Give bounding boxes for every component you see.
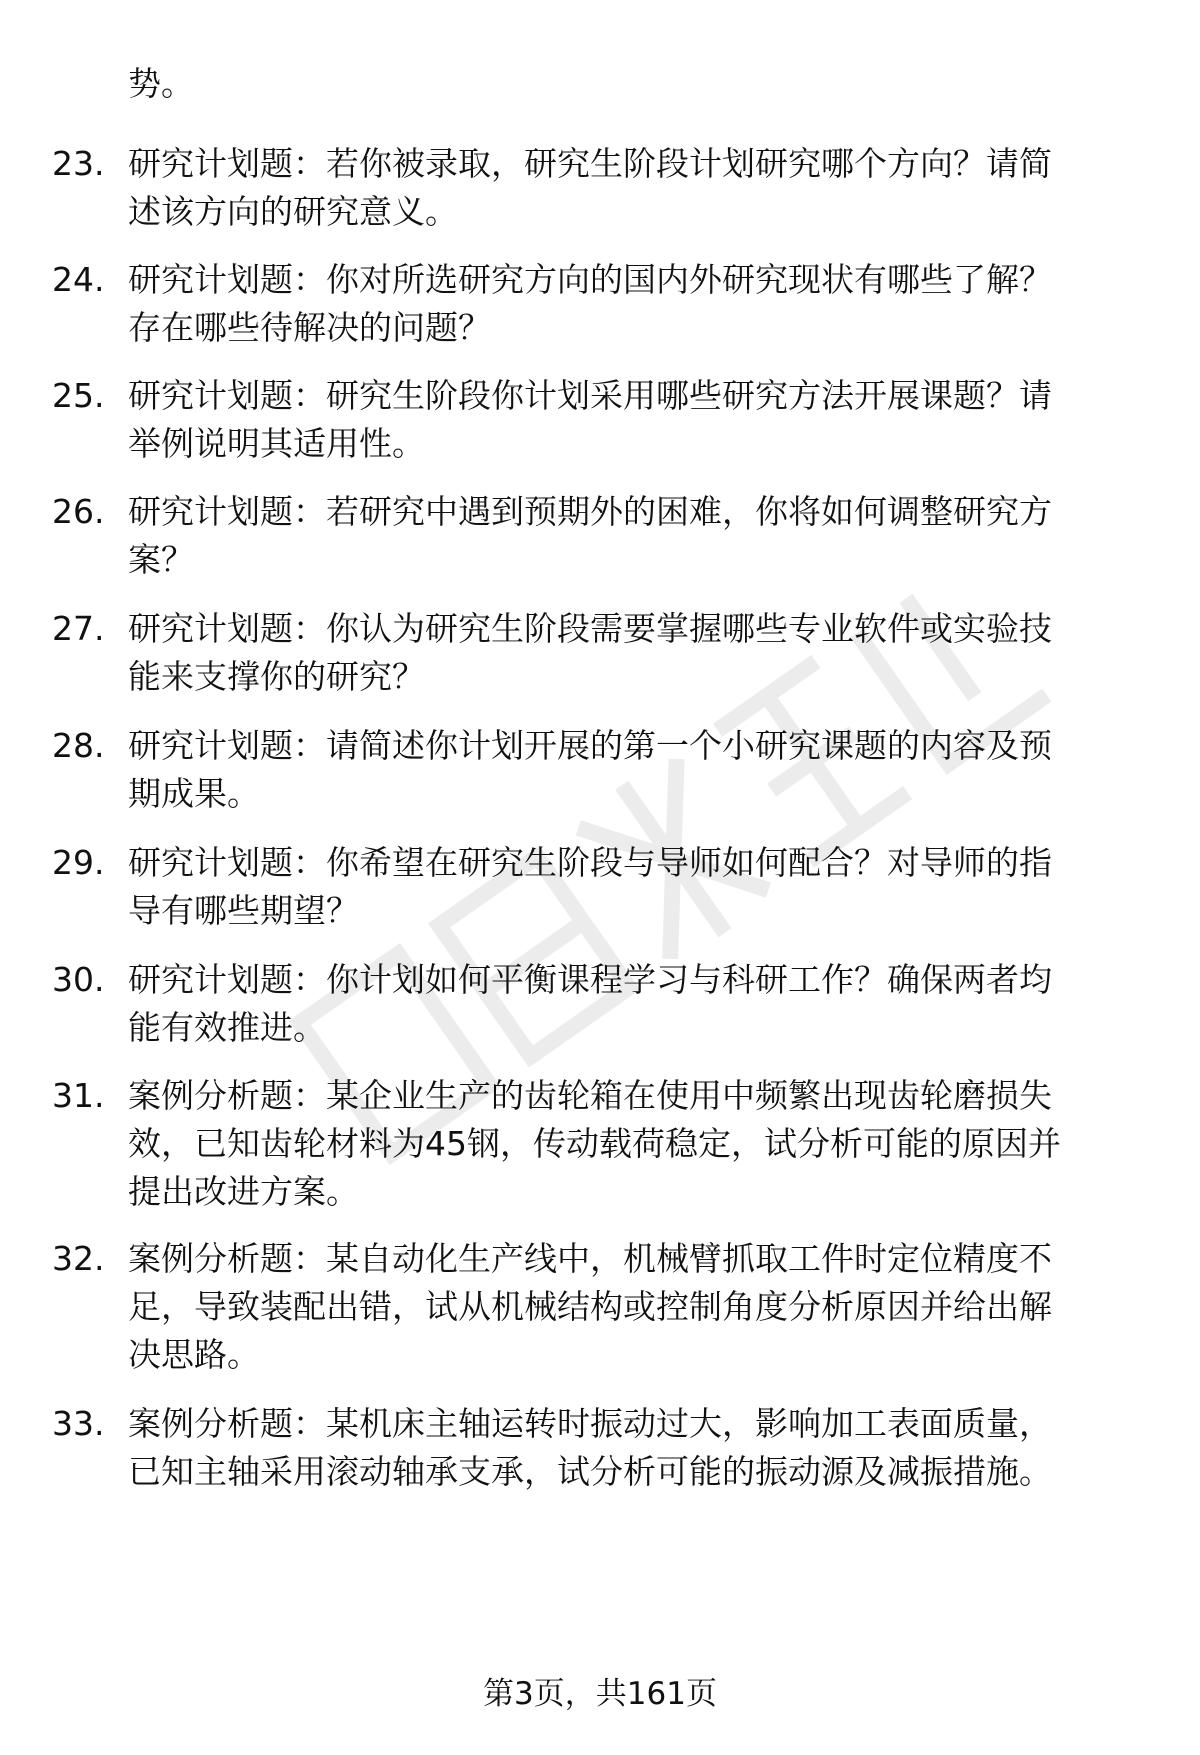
- question-text-line: 提出改进方案。: [128, 1172, 359, 1211]
- question-number: 25.: [52, 376, 105, 415]
- question-number: 27.: [52, 609, 105, 648]
- question-text-line: 已知主轴采用滚动轴承支承，试分析可能的振动源及减振措施。: [128, 1452, 1052, 1491]
- question-number: 33.: [52, 1404, 105, 1443]
- question-number: 31.: [52, 1076, 105, 1115]
- question-text-line: 研究计划题：你认为研究生阶段需要掌握哪些专业软件或实验技: [128, 609, 1052, 648]
- question-text-line: 举例说明其适用性。: [128, 424, 425, 463]
- question-number: 32.: [52, 1239, 105, 1278]
- question-text-line: 决思路。: [128, 1335, 260, 1374]
- question-text-line: 研究计划题：请简述你计划开展的第一个小研究课题的内容及预: [128, 726, 1052, 765]
- question-text-line: 述该方向的研究意义。: [128, 192, 458, 231]
- question-text-line: 能来支撑你的研究？: [128, 657, 425, 696]
- question-text-line: 能有效推进。: [128, 1008, 326, 1047]
- question-text-line: 导有哪些期望？: [128, 891, 359, 930]
- question-number: 29.: [52, 843, 105, 882]
- continuation-text: 势。: [128, 64, 194, 103]
- page-footer: 第3页，共161页: [483, 1676, 717, 1712]
- question-text-line: 效，已知齿轮材料为45钢，传动载荷稳定，试分析可能的原因并: [128, 1124, 1061, 1163]
- question-text-line: 期成果。: [128, 774, 260, 813]
- question-number: 28.: [52, 726, 105, 765]
- question-text-line: 研究计划题：你希望在研究生阶段与导师如何配合？对导师的指: [128, 843, 1052, 882]
- question-text-line: 案例分析题：某自动化生产线中，机械臂抓取工件时定位精度不: [128, 1239, 1052, 1278]
- question-text-line: 案例分析题：某机床主轴运转时振动过大，影响加工表面质量，: [128, 1404, 1052, 1443]
- question-number: 24.: [52, 260, 105, 299]
- question-text-line: 存在哪些待解决的问题？: [128, 308, 491, 347]
- question-text-line: 研究计划题：研究生阶段你计划采用哪些研究方法开展课题？请: [128, 376, 1052, 415]
- question-text-line: 案？: [128, 540, 194, 579]
- question-text-line: 研究计划题：你计划如何平衡课程学习与科研工作？确保两者均: [128, 960, 1052, 999]
- question-text-line: 研究计划题：若研究中遇到预期外的困难，你将如何调整研究方: [128, 492, 1052, 531]
- question-number: 23.: [52, 144, 105, 183]
- question-text-line: 案例分析题：某企业生产的齿轮箱在使用中频繁出现齿轮磨损失: [128, 1076, 1052, 1115]
- question-text-line: 研究计划题：你对所选研究方向的国内外研究现状有哪些了解？: [128, 260, 1052, 299]
- question-text-line: 研究计划题：若你被录取，研究生阶段计划研究哪个方向？请简: [128, 144, 1052, 183]
- question-number: 30.: [52, 960, 105, 999]
- question-number: 26.: [52, 492, 105, 531]
- question-text-line: 足，导致装配出错，试从机械结构或控制角度分析原因并给出解: [128, 1287, 1052, 1326]
